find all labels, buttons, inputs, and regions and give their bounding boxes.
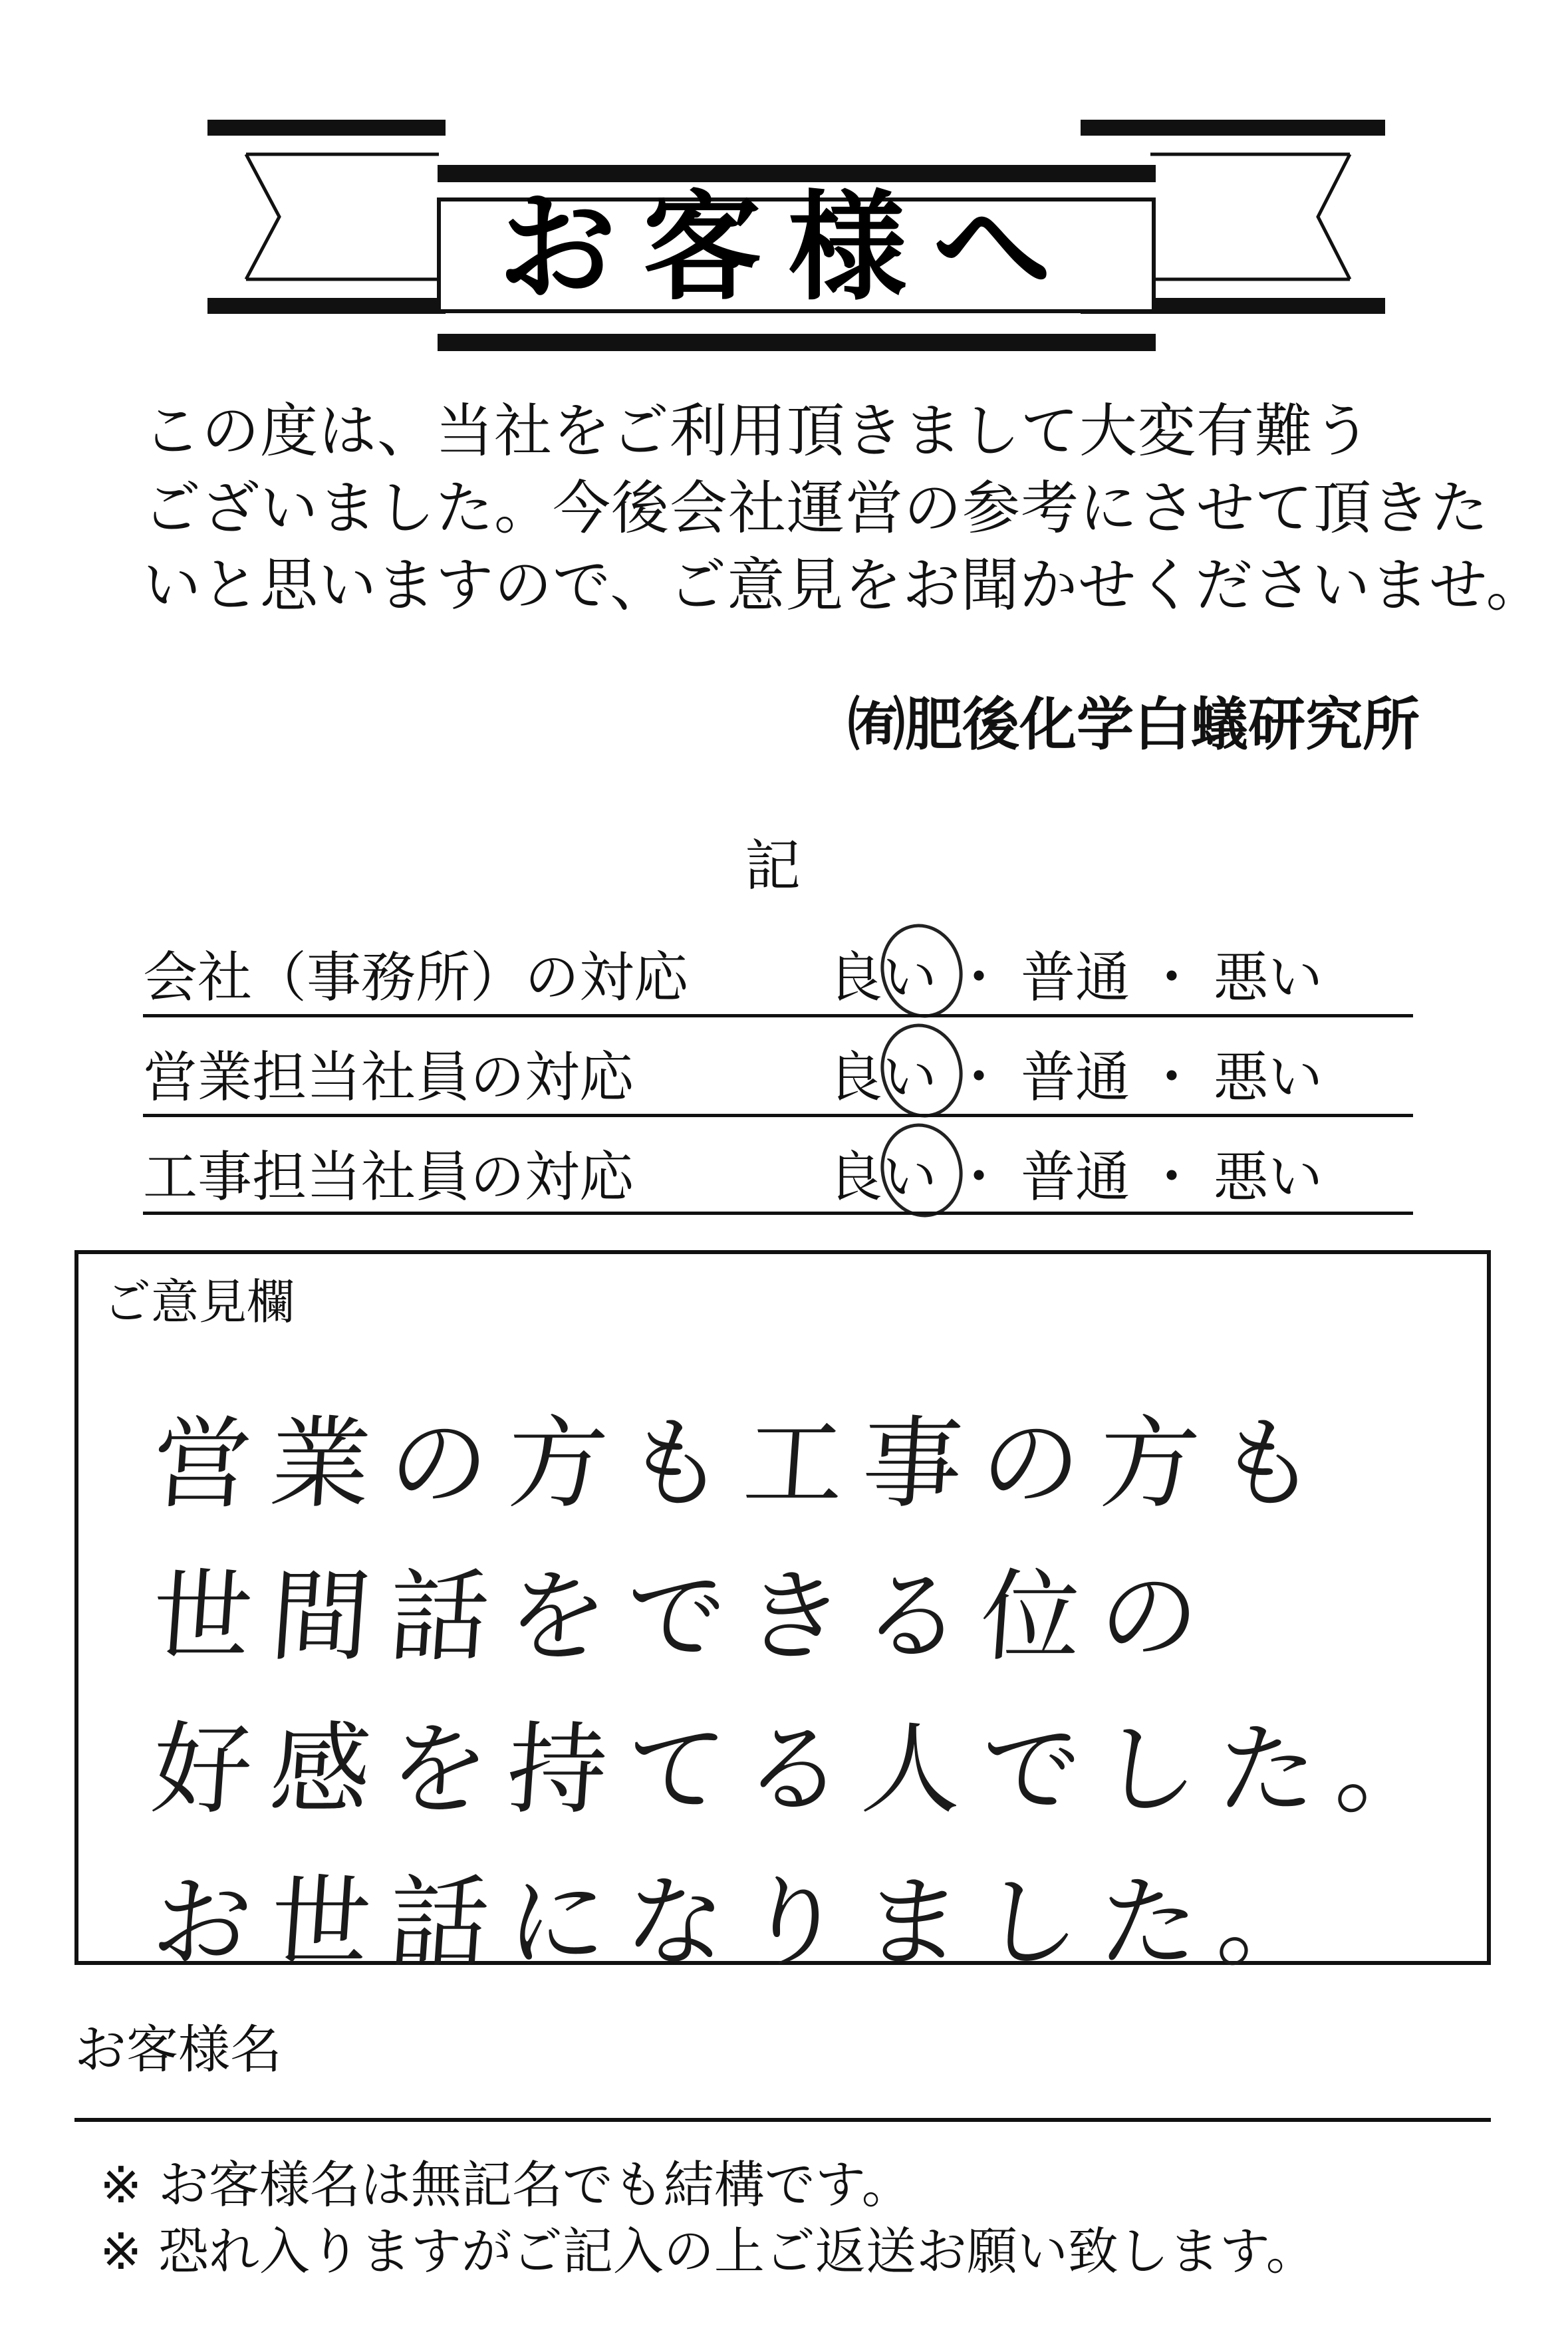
separator: ・ (952, 946, 1007, 1009)
rating-bad[interactable]: 悪い (1214, 1046, 1323, 1109)
separator: ・ (1144, 1146, 1200, 1209)
intro-line: この度は、当社をご利用頂きまして大変有難う (143, 397, 1372, 465)
rating-good[interactable]: 良い (828, 1146, 938, 1209)
separator: ・ (1144, 1046, 1200, 1109)
rating-normal[interactable]: 普通 (1021, 946, 1130, 1009)
rating-bad[interactable]: 悪い (1214, 1146, 1323, 1209)
company-name: ㈲肥後化学白蟻研究所 (848, 692, 1420, 758)
rating-options-company (828, 934, 1323, 1012)
intro-line: ございました。今後会社運営の参考にさせて頂きた (143, 474, 1489, 542)
customer-name-line[interactable] (74, 2118, 1491, 2122)
customer-name-label: お客様名 (74, 2020, 283, 2080)
handwritten-line: 世間話をできる位の (148, 1559, 1222, 1675)
rating-label-sales: 営業担当社員の対応 (143, 1046, 634, 1109)
rating-label-company: 会社（事務所）の対応 (143, 946, 689, 1009)
rating-bad[interactable]: 悪い (1214, 946, 1323, 1009)
rating-options-sales (828, 1034, 1323, 1112)
page-title: お客様へ (498, 178, 1078, 317)
handwritten-line: 営業の方も工事の方も (148, 1406, 1341, 1522)
rating-good[interactable]: 良い (828, 1046, 938, 1109)
separator: ・ (1144, 946, 1200, 1009)
rating-normal[interactable]: 普通 (1021, 1046, 1130, 1109)
intro-line: いと思いますので、ご意見をお聞かせくださいませ。 (143, 551, 1545, 619)
rating-options-construction (828, 1134, 1323, 1212)
ki-heading: 記 (745, 833, 801, 898)
intro-paragraph (143, 392, 1545, 624)
separator: ・ (952, 1046, 1007, 1109)
rating-good[interactable]: 良い (828, 946, 938, 1009)
rating-normal[interactable]: 普通 (1021, 1146, 1130, 1209)
note-line: ※ 恐れ入りますがご記入の上ご返送お願い致します。 (100, 2222, 1317, 2281)
row-divider (143, 1212, 1413, 1215)
handwritten-line: 好感を持てる人でした。 (148, 1712, 1459, 1828)
note-line: ※ お客様名は無記名でも結構です。 (100, 2155, 912, 2214)
opinion-label: ご意見欄 (103, 1274, 295, 1330)
handwritten-line: お世話になりました。 (148, 1865, 1341, 1981)
separator: ・ (952, 1146, 1007, 1209)
row-divider (143, 1114, 1413, 1117)
rating-label-construction: 工事担当社員の対応 (143, 1146, 634, 1209)
row-divider (143, 1014, 1413, 1017)
